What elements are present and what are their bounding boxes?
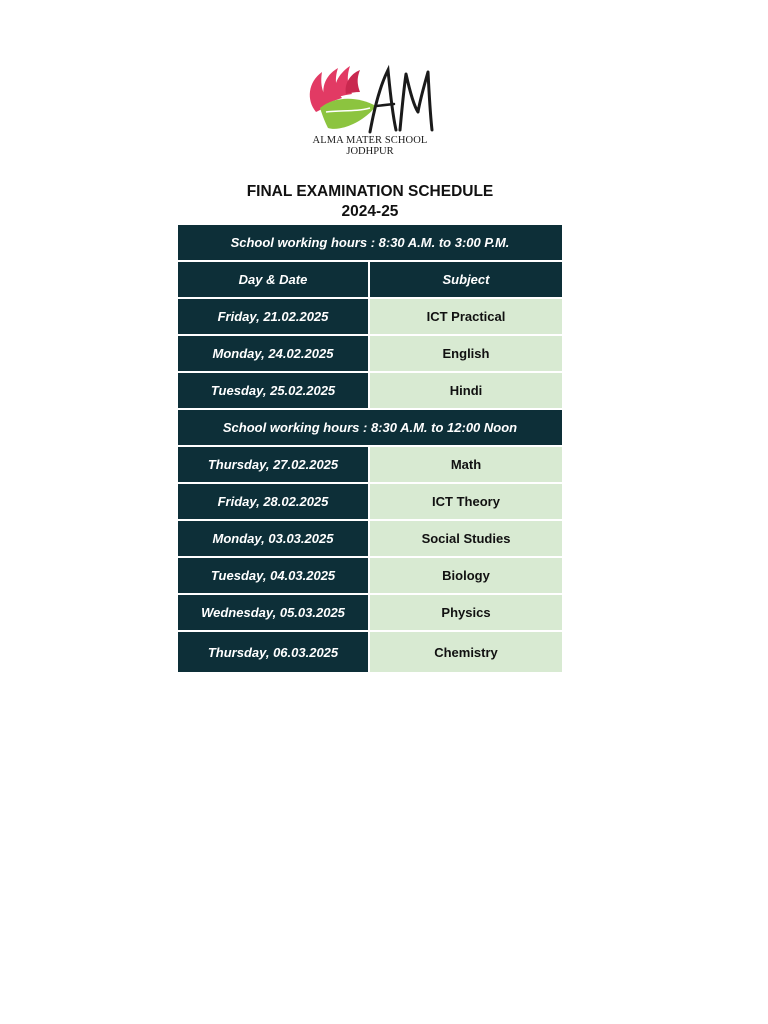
exam-date: Wednesday, 05.03.2025: [178, 595, 370, 632]
school-city: JODHPUR: [346, 146, 394, 157]
exam-date: Monday, 24.02.2025: [178, 336, 370, 373]
table-row: [178, 299, 562, 336]
exam-subject: English: [370, 336, 562, 373]
table-row: [178, 595, 562, 632]
schedule-heading: [178, 182, 562, 222]
exam-subject: Chemistry: [370, 632, 562, 674]
exam-subject: Biology: [370, 558, 562, 595]
working-hours-2: School working hours : 8:30 A.M. to 12:00 Noon: [178, 410, 562, 447]
logo-emblem: [300, 62, 440, 137]
exam-date: Friday, 28.02.2025: [178, 484, 370, 521]
table-row: [178, 484, 562, 521]
exam-date: Friday, 21.02.2025: [178, 299, 370, 336]
session-year: 2024-25: [341, 203, 399, 220]
exam-date: Thursday, 06.03.2025: [178, 632, 370, 674]
school-logo: [300, 62, 440, 162]
school-name: ALMA MATER SCHOOL: [312, 135, 428, 146]
table-row: [178, 373, 562, 410]
header-day-date: Day & Date: [178, 262, 370, 299]
exam-subject: ICT Theory: [370, 484, 562, 521]
working-hours-row: [178, 225, 562, 262]
exam-subject: Math: [370, 447, 562, 484]
header-subject: Subject: [370, 262, 562, 299]
exam-date: Tuesday, 25.02.2025: [178, 373, 370, 410]
header-row: [178, 262, 562, 299]
page-title: FINAL EXAMINATION SCHEDULE: [246, 183, 494, 200]
exam-subject: Physics: [370, 595, 562, 632]
working-hours-row: [178, 410, 562, 447]
working-hours-1: School working hours : 8:30 A.M. to 3:00 P.M.: [178, 225, 562, 262]
table-row: [178, 336, 562, 373]
table-row: [178, 447, 562, 484]
exam-date: Tuesday, 04.03.2025: [178, 558, 370, 595]
exam-date: Monday, 03.03.2025: [178, 521, 370, 558]
table-row: [178, 521, 562, 558]
table-row: [178, 632, 562, 674]
exam-subject: Social Studies: [370, 521, 562, 558]
exam-date: Thursday, 27.02.2025: [178, 447, 370, 484]
exam-subject: ICT Practical: [370, 299, 562, 336]
exam-subject: Hindi: [370, 373, 562, 410]
exam-schedule-table: [178, 225, 562, 674]
table-row: [178, 558, 562, 595]
